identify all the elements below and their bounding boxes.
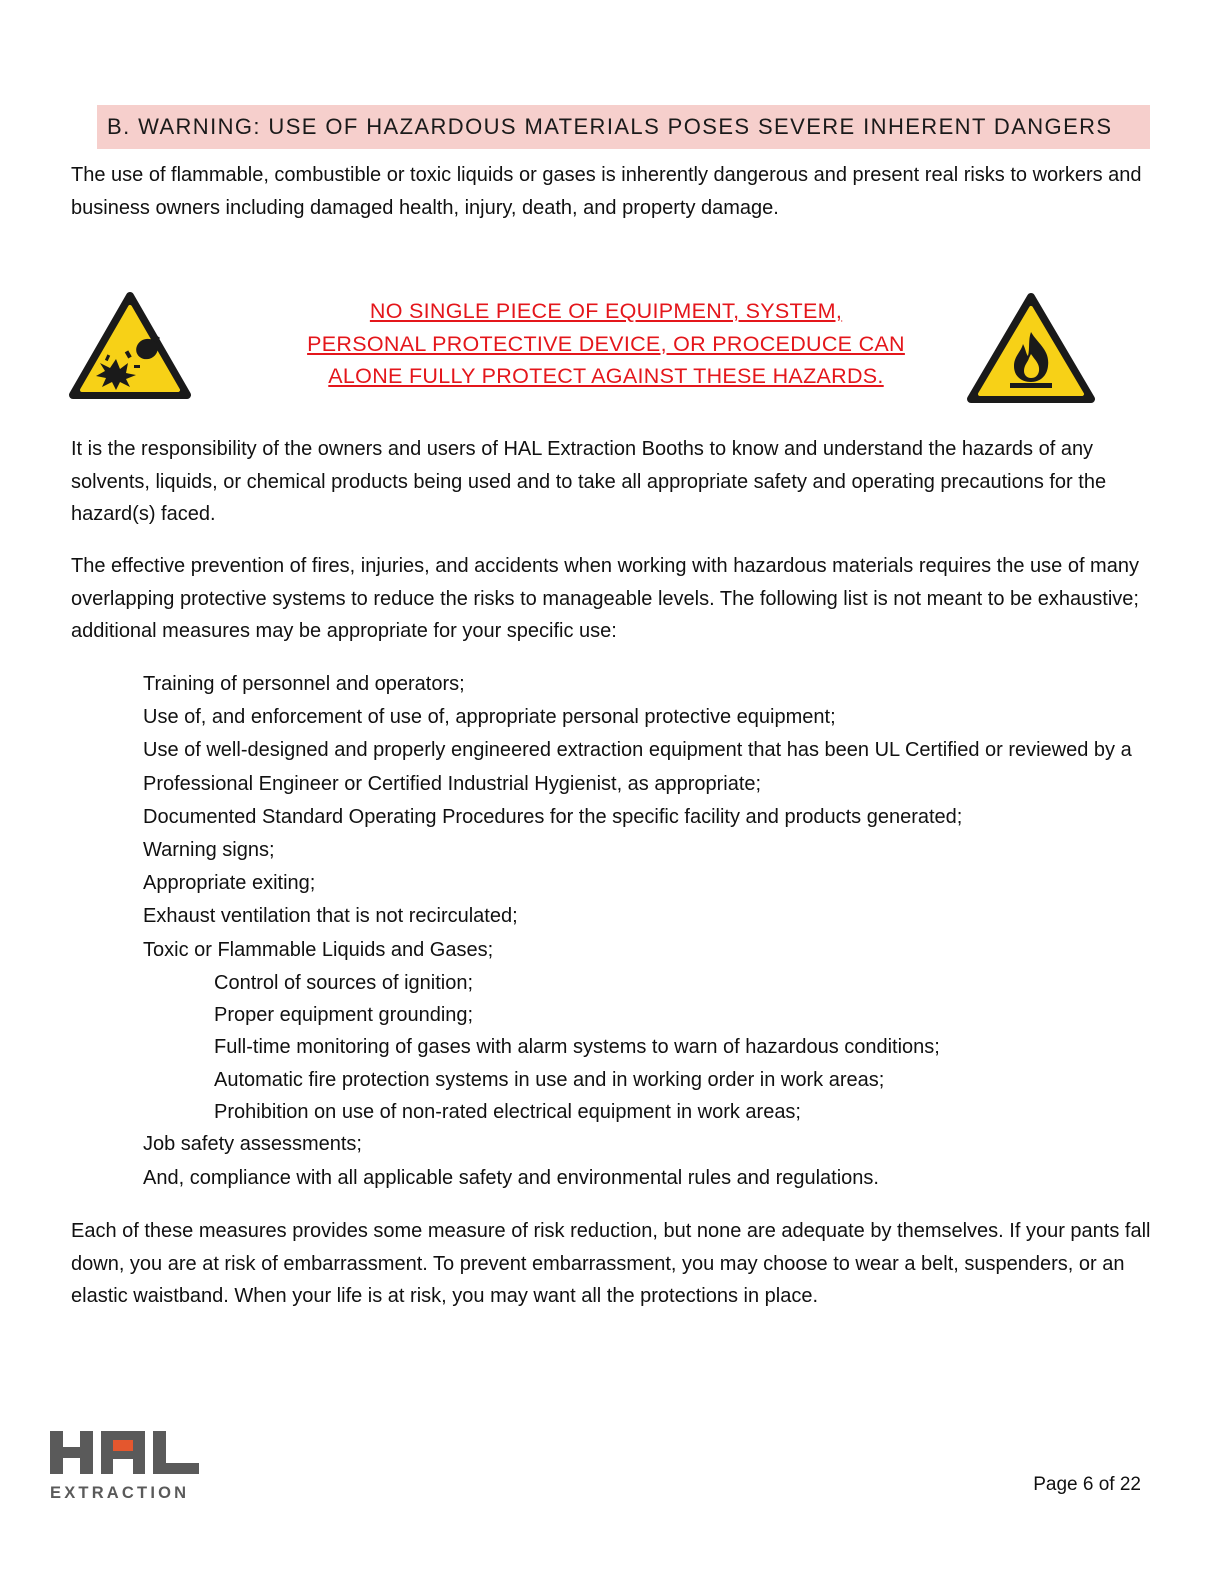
flammable-hazard-icon [966, 292, 1096, 407]
list-item: Warning signs; [143, 839, 275, 862]
svg-text:EXTRACTION: EXTRACTION [50, 1484, 190, 1501]
list-item: Documented Standard Operating Procedures for the specific facility and products generated; [143, 805, 963, 828]
intro-paragraph: The use of flammable, combustible or toxic liquids or gases is inherently dangerous and present real risks to workers and business owners including damaged health, injury, death, and property damage. [71, 164, 1142, 219]
list-item: And, compliance with all applicable safety and environmental rules and regulations. [143, 1166, 879, 1189]
warning-line-1: NO SINGLE PIECE OF EQUIPMENT, SYSTEM, [369, 299, 843, 323]
list-item: Toxic or Flammable Liquids and Gases; [143, 938, 494, 961]
sub-list-item: Automatic fire protection systems in use and in working order in work areas; [214, 1068, 885, 1091]
page-number: Page 6 of 22 [1033, 1474, 1141, 1495]
section-heading-text: B. WARNING: USE OF HAZARDOUS MATERIALS POSES SEVERE INHERENT DANGERS [107, 114, 1113, 139]
list-item: Use of, and enforcement of use of, appropriate personal protective equipment; [143, 706, 836, 729]
hal-extraction-logo [50, 1431, 202, 1501]
sub-list-item: Proper equipment grounding; [214, 1004, 474, 1027]
sub-list-item: Prohibition on use of non-rated electrical equipment in work areas; [214, 1101, 801, 1124]
explosive-hazard-icon [68, 291, 192, 403]
section-heading [97, 105, 1150, 149]
sub-list-item: Full-time monitoring of gases with alarm systems to warn of hazardous conditions; [214, 1036, 940, 1059]
sub-list-item: Control of sources of ignition; [214, 971, 474, 994]
warning-banner [260, 295, 952, 393]
list-item: Exhaust ventilation that is not recirculated; [143, 905, 518, 928]
list-item: Training of personnel and operators; [143, 673, 465, 695]
warning-line-2: PERSONAL PROTECTIVE DEVICE, OR PROCEDUCE CAN [307, 331, 905, 356]
closing-paragraph: Each of these measures provides some measure of risk reduction, but none are adequate by themselves. If your pants fall down, you are at risk of embarrassment. To prevent embarrassment, you may choose to wear a belt, suspenders, or an elastic waistband. When your life is at risk, you may want all the protections in place. [71, 1220, 1151, 1307]
list-item: Job safety assessments; [143, 1133, 362, 1156]
prevention-paragraph: The effective prevention of fires, injuries, and accidents when working with hazardous materials requires the use of many overlapping protective systems to reduce the risks to manageable levels. The following list is not meant to be exhaustive; additional measures may be appropriate for your specific use: [71, 555, 1139, 642]
responsibility-paragraph: It is the responsibility of the owners and users of HAL Extraction Booths to know and understand the hazards of any solvents, liquids, or chemical products being used and to take all appropriate safety and operating precautions for the hazard(s) faced. [71, 438, 1107, 525]
list-item: Use of well-designed and properly engineered extraction equipment that has been UL Certified or reviewed by a Professional Engineer or Certified Industrial Hygienist, as appropriate; [143, 739, 1132, 795]
list-item: Appropriate exiting; [143, 872, 316, 895]
warning-line-3: ALONE FULLY PROTECT AGAINST THESE HAZARDS. [328, 364, 884, 388]
protective-measures-list [143, 668, 1143, 1195]
